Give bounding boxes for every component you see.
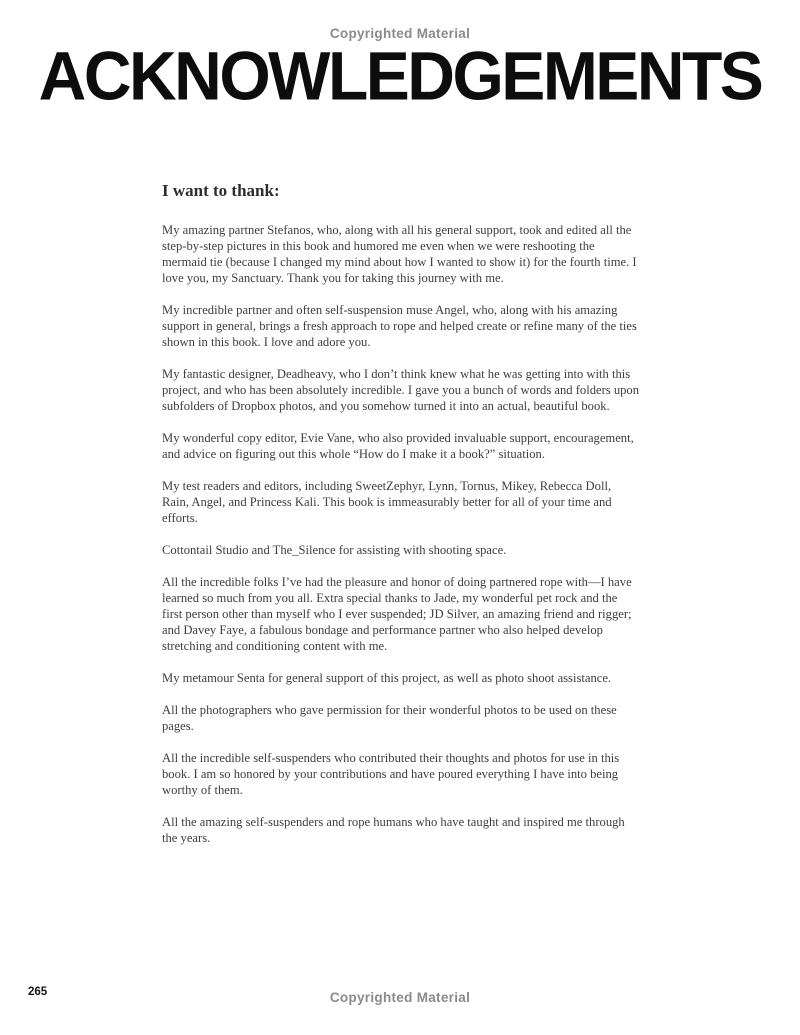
section-heading: I want to thank: <box>162 181 280 200</box>
paragraph-contributors: All the incredible self-suspenders who contributed their thoughts and photos for use in this book. I am so honored by your contributions and have poured everything I have into being worthy of them. <box>162 751 620 797</box>
page-number: 265 <box>28 986 48 998</box>
paragraph-angel: My incredible partner and often self-suspension muse Angel, who, along with his amazing support in general, brings a fresh approach to rope and helped create or refine many of the ties shown in this book. I love and adore you. <box>162 303 637 349</box>
paragraph-studios: Cottontail Studio and The_Silence for assisting with shooting space. <box>162 543 507 557</box>
paragraph-inspirations: All the amazing self-suspenders and rope humans who have taught and inspired me through the years. <box>162 815 625 845</box>
paragraph-stefanos: My amazing partner Stefanos, who, along with all his general support, took and edited all the step-by-step pictures in this book and humored me even when we were reshooting the mermaid tie (because I changed my mind about how I wanted to show it) for the fourth time. I love you, my Sanctuary. Thank you for taking this journey with me. <box>162 223 637 285</box>
paragraph-metamour: My metamour Senta for general support of this project, as well as photo shoot assistance. <box>162 671 612 685</box>
paragraph-photographers: All the photographers who gave permission for their wonderful photos to be used on these pages. <box>162 703 617 733</box>
paragraph-copy-editor: My wonderful copy editor, Evie Vane, who also provided invaluable support, encouragement, and advice on figuring out this whole “How do I make it a book?” situation. <box>162 431 634 461</box>
acknowledgements-body <box>162 181 640 862</box>
copyright-watermark-bottom: Copyrighted Material <box>329 990 471 1005</box>
paragraph-rope-partners: All the incredible folks I’ve had the pleasure and honor of doing partnered rope with—I have learned so much from you all. Extra special thanks to Jade, my wonderful pet rock and the first person other than myself who I ever suspended; JD Silver, an amazing friend and rigger; and Davey Faye, a fabulous bondage and performance partner who also helped develop stretching and conditioning content with me. <box>162 575 632 653</box>
page-title: ACKNOWLEDGEMENTS <box>38 37 762 114</box>
paragraph-test-readers: My test readers and editors, including SweetZephyr, Lynn, Tornus, Mikey, Rebecca Doll, Rain, Angel, and Princess Kali. This book is immeasurably better for all of your time and efforts. <box>162 479 612 525</box>
copyright-watermark-top: Copyrighted Material <box>329 26 471 41</box>
paragraph-designer: My fantastic designer, Deadheavy, who I don’t think knew what he was getting into with this project, and who has been absolutely incredible. I gave you a bunch of words and folders upon subfolders of Dropbox photos, and you somehow turned it into an actual, beautiful book. <box>162 367 640 413</box>
